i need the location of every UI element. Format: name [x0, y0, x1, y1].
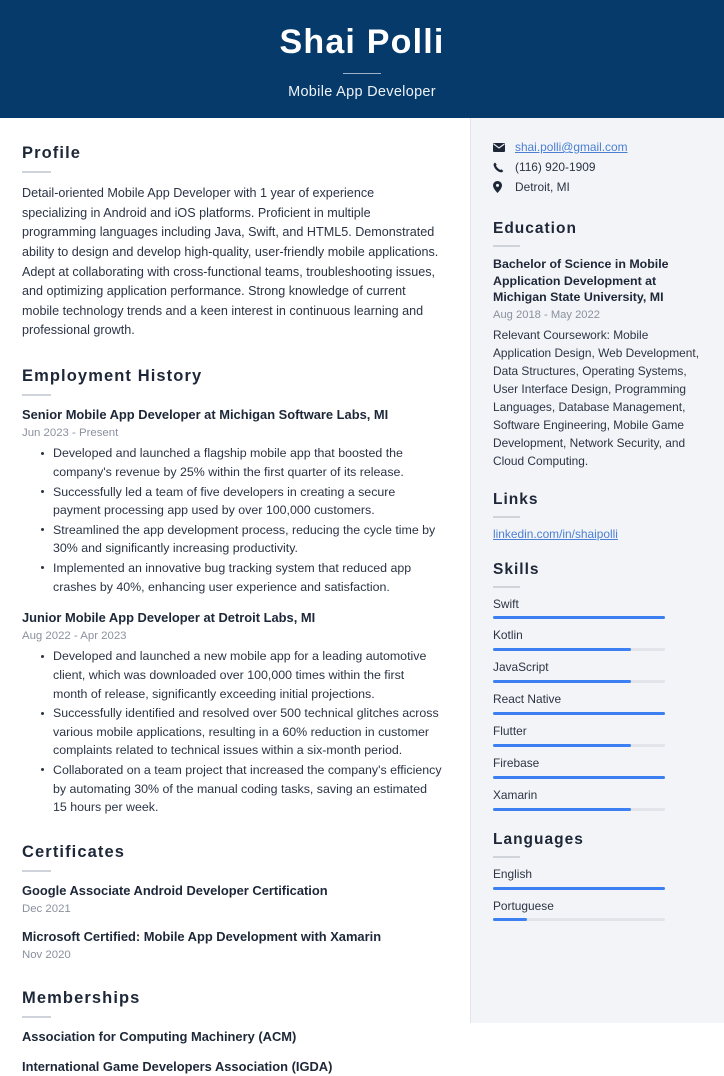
skill-bar-fill: [493, 680, 631, 683]
skill-bar-fill: [493, 808, 631, 811]
membership-title: International Game Developers Association (IGDA): [22, 1058, 333, 1074]
skill-label: Kotlin: [493, 628, 523, 643]
skill-bar-track: [493, 776, 665, 779]
skill-bar-fill: [493, 776, 665, 779]
section-rule: [22, 870, 51, 872]
section-education: [493, 220, 700, 471]
certificate-title: Google Associate Android Developer Certification: [22, 882, 328, 898]
skill-label: JavaScript: [493, 660, 549, 675]
section-title-links: Links: [493, 490, 539, 508]
section-rule: [493, 245, 520, 247]
section-rule: [493, 516, 520, 518]
language-item: [493, 899, 700, 922]
skill-bar-fill: [493, 712, 665, 715]
skill-bar-fill: [493, 616, 665, 619]
job-date: Aug 2022 - Apr 2023: [22, 629, 127, 642]
section-title-employment: Employment History: [22, 367, 203, 386]
section-title-languages: Languages: [493, 830, 584, 848]
skill-label: Firebase: [493, 755, 540, 770]
list-item: Successfully led a team of five developers in creating a secure payment processing app used by over 100,000 customers.: [41, 483, 442, 520]
skill-item: [493, 724, 700, 747]
location-pin-icon: [493, 181, 508, 193]
skill-item: [493, 756, 700, 779]
contact-location-text: Detroit, MI: [515, 180, 570, 194]
section-title-memberships: Memberships: [22, 988, 141, 1007]
job-bullets: [22, 647, 442, 816]
skill-item: [493, 628, 700, 651]
section-memberships: [22, 989, 442, 1076]
employment-entry: [22, 407, 442, 596]
membership-entry: [22, 1029, 442, 1046]
employment-entry: [22, 610, 442, 817]
skill-label: Xamarin: [493, 787, 538, 802]
section-certificates: [22, 843, 442, 963]
education-degree: Bachelor of Science in Mobile Application Development at Michigan State University, MI: [493, 257, 669, 305]
language-item: [493, 867, 700, 890]
skill-label: React Native: [493, 692, 562, 707]
contact-email[interactable]: [493, 140, 700, 154]
skill-bar-track: [493, 712, 665, 715]
language-label: English: [493, 866, 532, 881]
page-title: Shai Polli: [279, 23, 445, 62]
contact-phone: [493, 160, 700, 174]
section-rule: [493, 856, 520, 858]
section-rule: [22, 1016, 51, 1018]
list-item: Developed and launched a flagship mobile app that boosted the company's revenue by 25% within the first quarter of its release.: [41, 444, 442, 481]
header-divider: [343, 73, 381, 74]
skill-item: [493, 692, 700, 715]
skill-label: Swift: [493, 596, 519, 611]
skill-bar-track: [493, 616, 665, 619]
list-item: Implemented an innovative bug tracking system that reduced app crashes by 40%, enhancing user experience and satisfaction.: [41, 559, 442, 596]
section-title-education: Education: [493, 220, 577, 237]
skill-bar-track: [493, 808, 665, 811]
main-column: [0, 118, 470, 1074]
language-label: Portuguese: [493, 898, 554, 913]
contact-phone-text: (116) 920-1909: [515, 160, 596, 174]
certificate-entry: [22, 883, 442, 917]
contact-list: [493, 140, 700, 194]
section-title-skills: Skills: [493, 560, 540, 578]
certificate-date: Nov 2020: [22, 949, 71, 962]
phone-icon: [493, 162, 508, 173]
contact-location: [493, 180, 700, 194]
profile-text: Detail-oriented Mobile App Developer with 1 year of experience specializing in Android and iOS platforms. Proficient in multiple programming languages including Java, Swift, and HTML5. Demonstrated ability to design and develop high-quality, user-friendly mobile applications. Adept at collaborating with cross-functional teams, troubleshooting issues, and optimizing application performance. Strong knowledge of current mobile technology trends and a keen interest in continuous learning and professional growth.: [22, 186, 439, 338]
certificate-entry: [22, 929, 442, 963]
skill-bar-track: [493, 744, 665, 747]
job-date: Jun 2023 - Present: [22, 426, 119, 439]
section-rule: [22, 394, 51, 396]
certificate-title: Microsoft Certified: Mobile App Development with Xamarin: [22, 929, 382, 945]
section-profile: [22, 144, 442, 341]
section-rule: [493, 586, 520, 588]
header-subtitle: Mobile App Developer: [288, 83, 436, 100]
skill-bar-fill: [493, 744, 631, 747]
sidebar-column: [470, 118, 724, 1023]
membership-entry: [22, 1059, 442, 1076]
list-item: Collaborated on a team project that increased the company's efficiency by automating 30% of the manual coding tasks, saving an estimated 15 hours per week.: [41, 761, 442, 817]
skill-item: [493, 597, 700, 620]
section-languages: [493, 831, 700, 922]
resume-header: [0, 0, 724, 118]
resume-body: [0, 118, 724, 1074]
list-item: Developed and launched a new mobile app for a leading automotive client, which was downloaded over 100,000 times within the first month of release, significantly exceeding initial projections.: [41, 647, 442, 703]
membership-title: Association for Computing Machinery (ACM): [22, 1028, 297, 1044]
language-bar-track: [493, 918, 665, 921]
list-item: Successfully identified and resolved over 500 technical glitches across various mobile applications, resulting in a 60% reduction in customer complaints related to technical issues within a six-month period.: [41, 704, 442, 760]
language-bar-fill: [493, 887, 665, 890]
skill-bar-track: [493, 648, 665, 651]
section-rule: [22, 171, 51, 173]
skill-item: [493, 660, 700, 683]
section-title-profile: Profile: [22, 144, 82, 162]
skill-bar-track: [493, 680, 665, 683]
certificate-date: Dec 2021: [22, 902, 71, 915]
skill-item: [493, 788, 700, 811]
section-skills: [493, 561, 700, 811]
section-links: [493, 491, 700, 541]
job-bullets: [22, 444, 442, 596]
skill-label: Flutter: [493, 724, 527, 739]
section-employment: [22, 367, 442, 817]
job-title: Senior Mobile App Developer at Michigan Software Labs, MI: [22, 407, 389, 423]
language-bar-fill: [493, 918, 527, 921]
contact-email-text[interactable]: shai.polli@gmail.com: [515, 140, 628, 154]
education-date: Aug 2018 - May 2022: [493, 309, 600, 322]
link-linkedin[interactable]: linkedin.com/in/shaipolli: [493, 526, 618, 541]
job-title: Junior Mobile App Developer at Detroit Labs, MI: [22, 610, 316, 626]
skill-bar-fill: [493, 648, 631, 651]
language-bar-track: [493, 887, 665, 890]
list-item: Streamlined the app development process, reducing the cycle time by 30% and significantly increasing productivity.: [41, 521, 442, 558]
education-description: Relevant Coursework: Mobile Application Design, Web Development, Data Structures, Operating Systems, User Interface Design, Programming Languages, Database Management, Software Engineering, Mobile Game Development, Network Security, and Cloud Computing.: [493, 327, 699, 469]
envelope-icon: [493, 143, 508, 152]
section-title-certificates: Certificates: [22, 842, 126, 861]
